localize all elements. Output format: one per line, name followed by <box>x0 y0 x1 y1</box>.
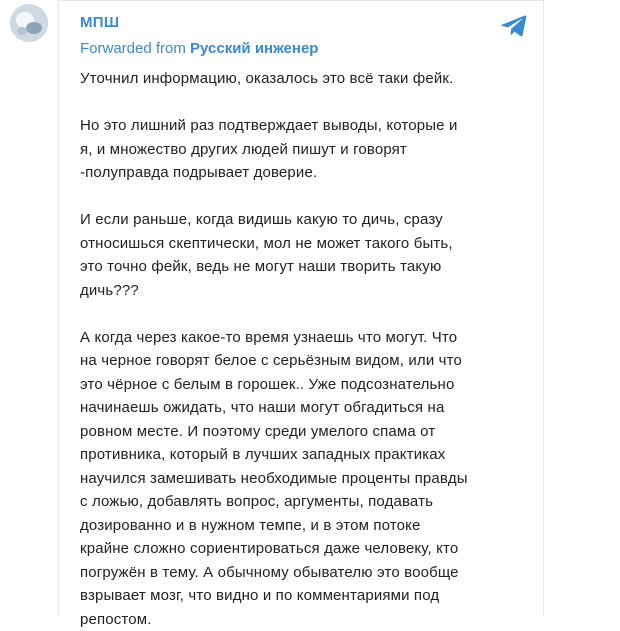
avatar-image <box>10 4 48 42</box>
telegram-plane-icon <box>501 14 527 38</box>
channel-avatar[interactable] <box>10 4 48 42</box>
channel-name[interactable]: МПШ <box>80 14 120 31</box>
post-card <box>58 0 544 628</box>
post-message-text: Уточнил информацию, оказалось это всё таки фейк. Но это лишний раз подтверждает выводы, которые и я, и множество других людей пишут и говорят -полуправда подрывает доверие. И если раньше, когда видишь какую то дичь, сразу относишься скептически, мол не может такого быть, это точно фейк, ведь не могут наши творить такую дичь??? А когда через какое-то время узнаешь что могут. Что на черное говорят белое с серьёзным видом, или что это чёрное с белым в горошек.. Уже подсознательно начинаешь ожидать, что наши могут обгадиться на ровном месте. И поэтому среди умелого спама от противника, который в лучших западных практиках научился замешивать необходимые проценты правды с ложью, добавлять вопрос, аргументы, подавать дозированно и в нужном темпе, и в этом потоке крайне сложно сориентироваться даже человеку, кто погружён в тему. А обычному обывателю это вообще взрывает мозг, что видно и по комментариями под репостом. <box>80 70 468 628</box>
forwarded-source-link[interactable]: Русский инженер <box>190 40 319 57</box>
telegram-icon[interactable] <box>501 14 527 38</box>
forwarded-prefix: Forwarded from <box>80 40 191 57</box>
forwarded-line <box>80 40 318 57</box>
